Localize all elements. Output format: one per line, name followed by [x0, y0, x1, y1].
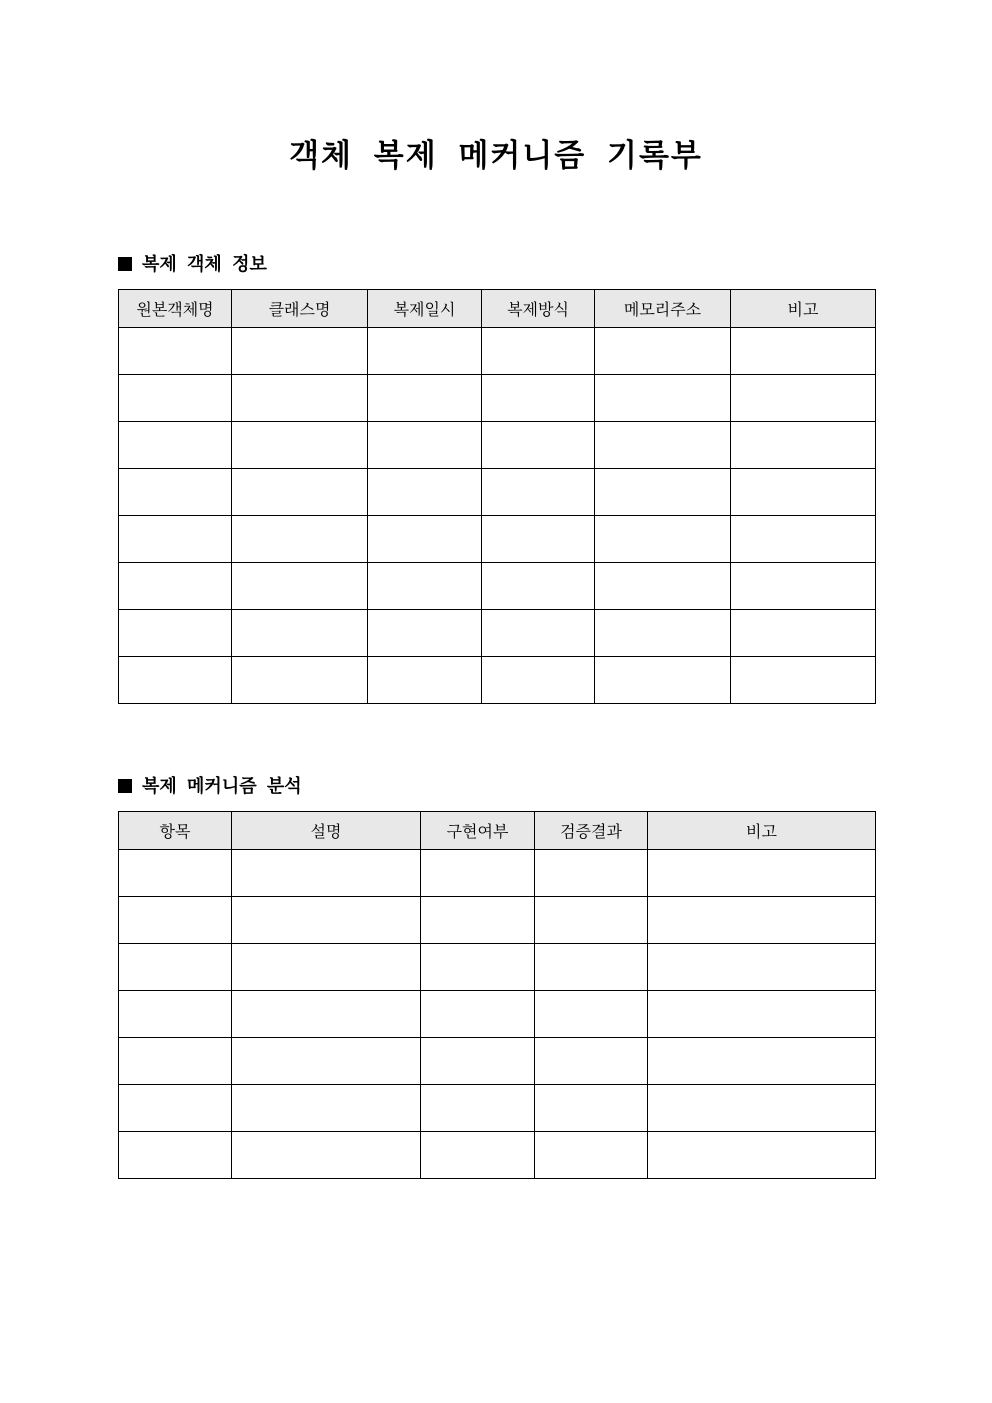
- table-cell[interactable]: [648, 991, 876, 1038]
- table-cell[interactable]: [368, 328, 482, 375]
- clone-mechanism-analysis-table: [118, 811, 876, 1179]
- table-cell[interactable]: [119, 944, 232, 991]
- table-cell[interactable]: [731, 469, 876, 516]
- table-cell[interactable]: [421, 1038, 535, 1085]
- table-cell[interactable]: [119, 897, 232, 944]
- table-cell[interactable]: [119, 610, 232, 657]
- table-row: [119, 516, 876, 563]
- table-row: [119, 944, 876, 991]
- table-cell[interactable]: [535, 991, 648, 1038]
- table-cell[interactable]: [535, 1038, 648, 1085]
- table-row: [119, 469, 876, 516]
- table-cell[interactable]: [368, 422, 482, 469]
- table-cell[interactable]: [535, 850, 648, 897]
- table-cell[interactable]: [648, 944, 876, 991]
- table-cell[interactable]: [648, 897, 876, 944]
- table-cell[interactable]: [368, 375, 482, 422]
- table-cell[interactable]: [535, 944, 648, 991]
- table-cell[interactable]: [731, 328, 876, 375]
- table-cell[interactable]: [482, 516, 595, 563]
- table-cell[interactable]: [232, 991, 421, 1038]
- section-heading-label: 복제 메커니즘 분석: [142, 776, 302, 797]
- table-row: [119, 422, 876, 469]
- table-cell[interactable]: [119, 1132, 232, 1179]
- table-cell[interactable]: [482, 657, 595, 704]
- table-cell[interactable]: [232, 375, 368, 422]
- table-cell[interactable]: [232, 422, 368, 469]
- table-cell[interactable]: [535, 1085, 648, 1132]
- column-header: 복제일시: [368, 290, 482, 328]
- table-cell[interactable]: [232, 657, 368, 704]
- table-row: [119, 897, 876, 944]
- table-cell[interactable]: [731, 516, 876, 563]
- table-cell[interactable]: [421, 944, 535, 991]
- table-cell[interactable]: [731, 375, 876, 422]
- column-header: 구현여부: [421, 812, 535, 850]
- column-header: 비고: [731, 290, 876, 328]
- column-header: 클래스명: [232, 290, 368, 328]
- table-cell[interactable]: [119, 516, 232, 563]
- section-heading-clone-object-info: [118, 253, 267, 277]
- table-row: [119, 850, 876, 897]
- column-header: 복제방식: [482, 290, 595, 328]
- table-cell[interactable]: [482, 328, 595, 375]
- table-row: [119, 991, 876, 1038]
- table-body: [119, 328, 876, 704]
- table-cell[interactable]: [368, 516, 482, 563]
- table-row: [119, 375, 876, 422]
- table-cell[interactable]: [232, 328, 368, 375]
- table-cell[interactable]: [119, 328, 232, 375]
- table-row: [119, 563, 876, 610]
- table-cell[interactable]: [482, 563, 595, 610]
- table-cell[interactable]: [368, 563, 482, 610]
- table-cell[interactable]: [482, 469, 595, 516]
- table-cell[interactable]: [232, 610, 368, 657]
- table-cell[interactable]: [648, 1038, 876, 1085]
- table-cell[interactable]: [421, 1132, 535, 1179]
- column-header: 비고: [648, 812, 876, 850]
- table-cell[interactable]: [368, 469, 482, 516]
- table-header-row: [119, 290, 876, 328]
- column-header: 원본객체명: [119, 290, 232, 328]
- table-cell[interactable]: [482, 422, 595, 469]
- table-cell[interactable]: [368, 657, 482, 704]
- table-cell[interactable]: [595, 610, 731, 657]
- square-bullet-icon: [118, 779, 132, 793]
- table-cell[interactable]: [595, 657, 731, 704]
- table-cell[interactable]: [731, 657, 876, 704]
- table-cell[interactable]: [731, 422, 876, 469]
- table-cell[interactable]: [421, 850, 535, 897]
- table-cell[interactable]: [595, 375, 731, 422]
- square-bullet-icon: [118, 257, 132, 271]
- table-cell[interactable]: [648, 1132, 876, 1179]
- table-cell[interactable]: [648, 850, 876, 897]
- table-cell[interactable]: [119, 422, 232, 469]
- table-row: [119, 1038, 876, 1085]
- page-title: 객체 복제 메커니즘 기록부: [289, 138, 703, 174]
- table-cell[interactable]: [648, 1085, 876, 1132]
- table-cell[interactable]: [232, 1132, 421, 1179]
- column-header: 검증결과: [535, 812, 648, 850]
- table-cell[interactable]: [595, 422, 731, 469]
- table-cell[interactable]: [232, 1085, 421, 1132]
- table-cell[interactable]: [119, 469, 232, 516]
- table-row: [119, 328, 876, 375]
- table-cell[interactable]: [421, 991, 535, 1038]
- table-cell[interactable]: [535, 1132, 648, 1179]
- section-heading-clone-mechanism-analysis: [118, 775, 302, 799]
- table-body: [119, 850, 876, 1179]
- table-cell[interactable]: [595, 469, 731, 516]
- table-cell[interactable]: [232, 897, 421, 944]
- table-cell[interactable]: [232, 944, 421, 991]
- clone-object-info-table: [118, 289, 876, 704]
- table-cell[interactable]: [482, 375, 595, 422]
- column-header: 메모리주소: [595, 290, 731, 328]
- table-cell[interactable]: [119, 375, 232, 422]
- column-header: 설명: [232, 812, 421, 850]
- table-cell[interactable]: [232, 516, 368, 563]
- table-row: [119, 610, 876, 657]
- table-cell[interactable]: [421, 1085, 535, 1132]
- table-cell[interactable]: [119, 1038, 232, 1085]
- section-heading-label: 복제 객체 정보: [142, 254, 267, 275]
- table-cell[interactable]: [119, 1085, 232, 1132]
- table-cell[interactable]: [731, 610, 876, 657]
- table-cell[interactable]: [731, 563, 876, 610]
- table-cell[interactable]: [119, 657, 232, 704]
- table-cell[interactable]: [232, 563, 368, 610]
- table-cell[interactable]: [421, 897, 535, 944]
- table-cell[interactable]: [232, 850, 421, 897]
- table-cell[interactable]: [119, 991, 232, 1038]
- table-cell[interactable]: [368, 610, 482, 657]
- table-cell[interactable]: [232, 469, 368, 516]
- table-cell[interactable]: [119, 850, 232, 897]
- table-cell[interactable]: [595, 563, 731, 610]
- table-row: [119, 1132, 876, 1179]
- column-header: 항목: [119, 812, 232, 850]
- table-cell[interactable]: [535, 897, 648, 944]
- table-cell[interactable]: [595, 516, 731, 563]
- table-row: [119, 1085, 876, 1132]
- table-cell[interactable]: [232, 1038, 421, 1085]
- table-row: [119, 657, 876, 704]
- table-cell[interactable]: [595, 328, 731, 375]
- table-cell[interactable]: [482, 610, 595, 657]
- table-cell[interactable]: [119, 563, 232, 610]
- table-header-row: [119, 812, 876, 850]
